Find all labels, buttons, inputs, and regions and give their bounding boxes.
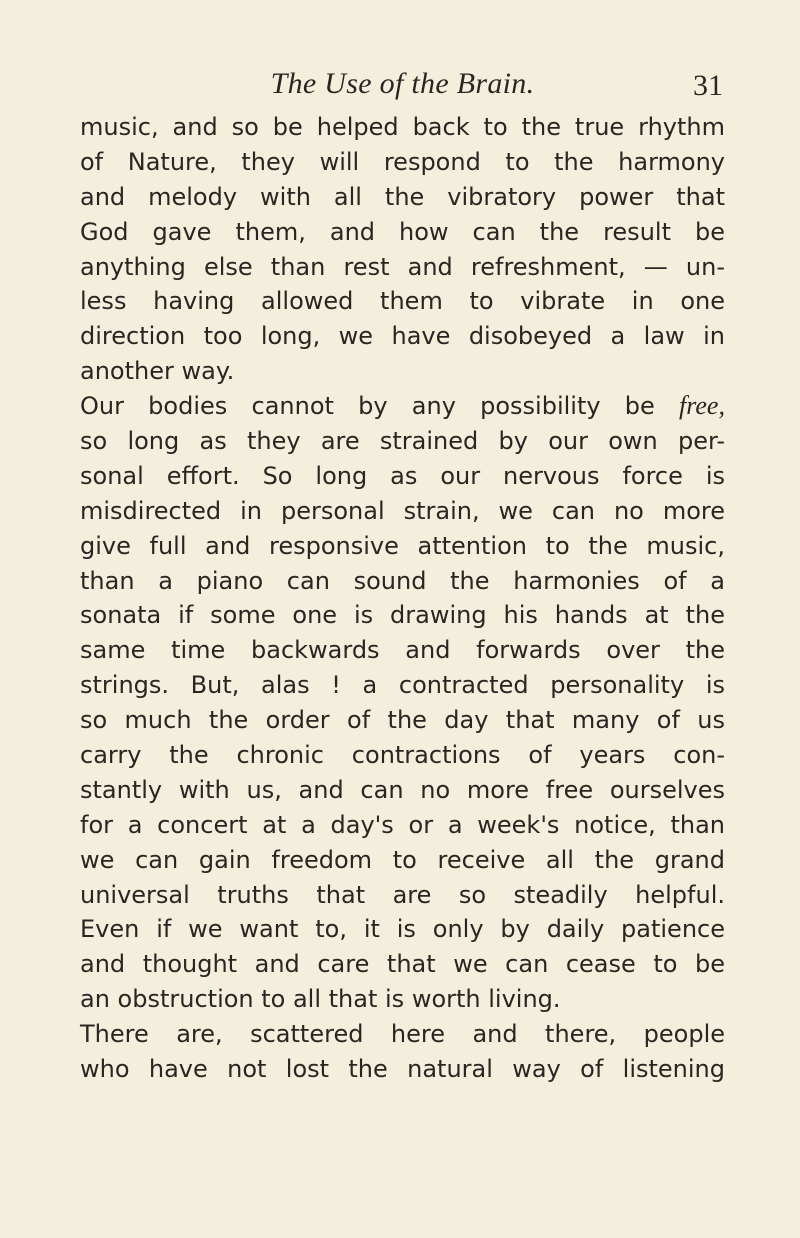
text-line: of Nature, they will respond to the harmony <box>80 147 725 176</box>
text-line: another way. <box>80 357 235 386</box>
text-line: anything else than rest and refreshment, — un- <box>80 252 725 281</box>
text-line: strings. But, alas ! a contracted personality is <box>80 671 725 700</box>
text-line: so long as they are strained by our own per- <box>80 427 725 456</box>
page-header <box>80 64 725 108</box>
page-number: 31 <box>693 69 723 102</box>
text-line: who have not lost the natural way of listening <box>80 1055 725 1084</box>
text-line: so much the order of the day that many of us <box>80 706 725 735</box>
text-segment: Our bodies cannot by any possibility be <box>80 392 655 421</box>
text-line: less having allowed them to vibrate in one <box>80 287 725 316</box>
text-line: than a piano can sound the harmonies of a <box>80 566 725 595</box>
text-line: give full and responsive attention to the music, <box>80 531 725 560</box>
text-line: same time backwards and forwards over the <box>80 636 725 665</box>
body-text <box>80 110 725 1087</box>
text-line: an obstruction to all that is worth living. <box>80 985 561 1014</box>
text-line: There are, scattered here and there, people <box>80 1020 725 1049</box>
text-line: direction too long, we have disobeyed a law in <box>80 322 725 351</box>
text-line: carry the chronic contractions of years con- <box>80 741 725 770</box>
text-line: God gave them, and how can the result be <box>80 217 725 246</box>
text-line: for a concert at a day's or a week's notice, than <box>80 810 725 839</box>
text-line: and melody with all the vibratory power that <box>80 182 725 211</box>
emphasized-word: free, <box>679 391 725 421</box>
text-line: stantly with us, and can no more free ourselves <box>80 775 725 804</box>
text-line: Even if we want to, it is only by daily patience <box>80 915 725 944</box>
text-line: we can gain freedom to receive all the grand <box>80 845 725 874</box>
text-line: music, and so be helped back to the true rhythm <box>80 113 725 141</box>
text-line: misdirected in personal strain, we can no more <box>80 496 725 525</box>
running-title: The Use of the Brain. <box>270 67 535 100</box>
text-line-with-emphasis <box>80 389 725 424</box>
text-line: sonal effort. So long as our nervous force is <box>80 461 725 490</box>
text-line: universal truths that are so steadily helpful. <box>80 880 725 909</box>
text-line: and thought and care that we can cease to be <box>80 950 725 979</box>
text-line: sonata if some one is drawing his hands at the <box>80 601 725 630</box>
